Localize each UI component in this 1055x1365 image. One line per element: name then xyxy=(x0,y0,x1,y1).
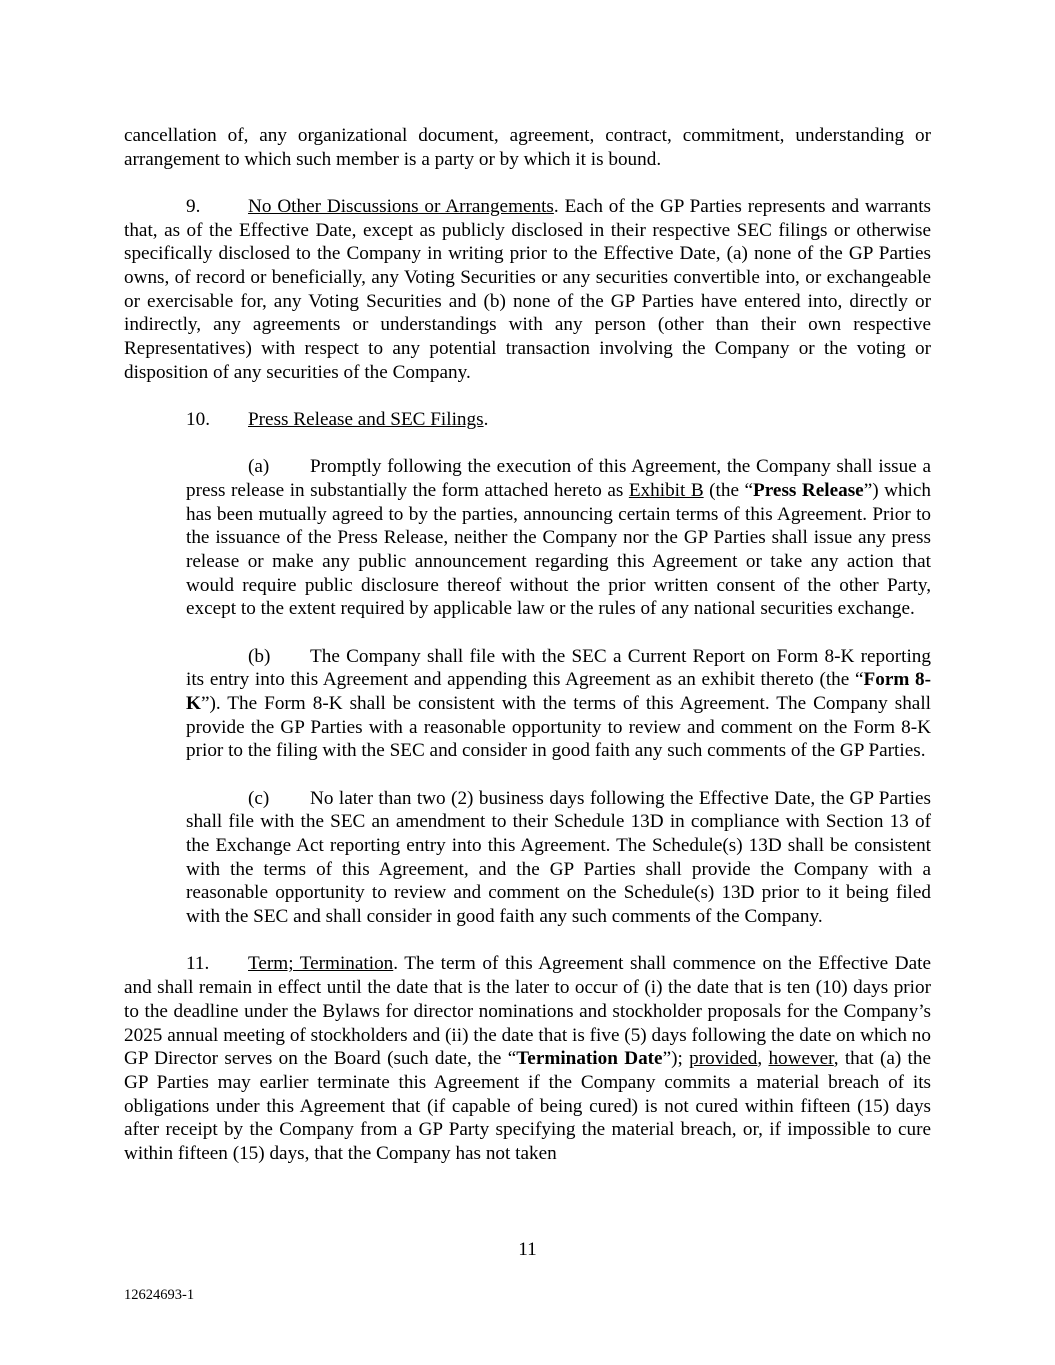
press-release-defined-term: Press Release xyxy=(753,479,864,501)
document-id: 12624693-1 xyxy=(124,1287,195,1303)
page-number: 11 xyxy=(518,1239,537,1260)
section-10b-paragraph: (b) The Company shall file with the SEC a Current Report on Form 8-K reporting its entry into this Agreement and appending this Agreement as an exhibit thereto (the “Form 8-K”). The Form 8-K shall be consistent with the terms of this Agreement. The Company shall provide the GP Parties with a reasonable opportunity to review and comment on the Form 8-K prior to the filing with the SEC and consider in good faith any such comments of the GP Parties. xyxy=(186,645,931,762)
section-10-number: 10. xyxy=(186,409,210,431)
section-9-text: . Each of the GP Parties represents and warrants that, as of the Effective Date, except as publicly disclosed in their respective SEC filings or otherwise specifically disclosed to the Company in writing prior to the Effective Date, (a) none of the GP Parties owns, of record or beneficially, any Voting Securities or any securities convertible into, or exchangeable or exercisable for, any Voting Securities and (b) none of the GP Parties have entered into, directly or indirectly, any agreements or understandings with any person (other than their own respective Representatives) with respect to any potential transaction involving the Company or the voting or disposition of any securities of the Company. xyxy=(124,195,931,383)
section-10-heading: Press Release and SEC Filings xyxy=(248,409,484,431)
section-11-number: 11. xyxy=(186,953,210,975)
form-8k-defined-term: Form 8-K xyxy=(186,669,931,715)
section-9-paragraph xyxy=(124,195,931,385)
section-10b-label: (b) xyxy=(248,645,271,667)
continuation-paragraph: cancellation of, any organizational document, agreement, contract, commitment, understanding or arrangement to which such member is a party or by which it is bound. xyxy=(124,125,931,170)
however-term: however xyxy=(768,1048,834,1070)
section-11-paragraph: 11. Term; Termination. The term of this Agreement shall commence on the Effective Date and shall remain in effect until the date that is the later to occur of (i) the date that is ten (10) days prior to the deadline under the Bylaws for director nominations and stockholder proposals for the Company’s 2025 annual meeting of stockholders and (ii) the date that is five (5) days following the date on which no GP Director serves on the Board (such date, the “Termination Date”); provided, however, that (a) the GP Parties may earlier terminate this Agreement if the Company commits a material breach of its obligations under this Agreement that (if capable of being cured) is not cured within fifteen (15) days after receipt by the Company from a GP Party specifying the material breach, or, if impossible to cure within fifteen (15) days, that the Company has not taken xyxy=(124,953,931,1165)
section-10a-paragraph: (a) Promptly following the execution of this Agreement, the Company shall issue a press release in substantially the form attached hereto as Exhibit B (the “Press Release”) which has been mutually agreed to by the parties, announcing certain terms of this Agreement. Prior to the issuance of the Press Release, neither the Company nor the GP Parties shall issue any press release or make any public announcement regarding this Agreement or take any action that would require public disclosure thereof without the prior written consent of the other Party, except to the extent required by applicable law or the rules of any national securities exchange. xyxy=(186,456,931,620)
section-11-heading: Term; Termination xyxy=(248,953,394,975)
section-10c-paragraph: (c) No later than two (2) business days following the Effective Date, the GP Parties shall file with the SEC an amendment to their Schedule 13D in compliance with Section 13 of the Exchange Act reporting entry into this Agreement. The Schedule(s) 13D shall be consistent with the terms of this Agreement, and the GP Parties shall provide the Company with a reasonable opportunity to review and comment on the Schedule(s) 13D prior to it being filed with the SEC and shall consider in good faith any such comments of the Company. xyxy=(186,787,931,928)
section-10c-label: (c) xyxy=(248,787,270,809)
section-10-paragraph: 10. Press Release and SEC Filings. xyxy=(186,409,489,431)
provided-term: provided xyxy=(689,1048,758,1070)
section-9-number: 9. xyxy=(186,195,201,217)
section-9-heading: No Other Discussions or Arrangements xyxy=(248,195,554,217)
section-10a-label: (a) xyxy=(248,456,270,478)
exhibit-b-reference: Exhibit B xyxy=(628,479,704,501)
termination-date-defined-term: Termination Date xyxy=(516,1048,663,1070)
document-body xyxy=(124,124,931,1189)
